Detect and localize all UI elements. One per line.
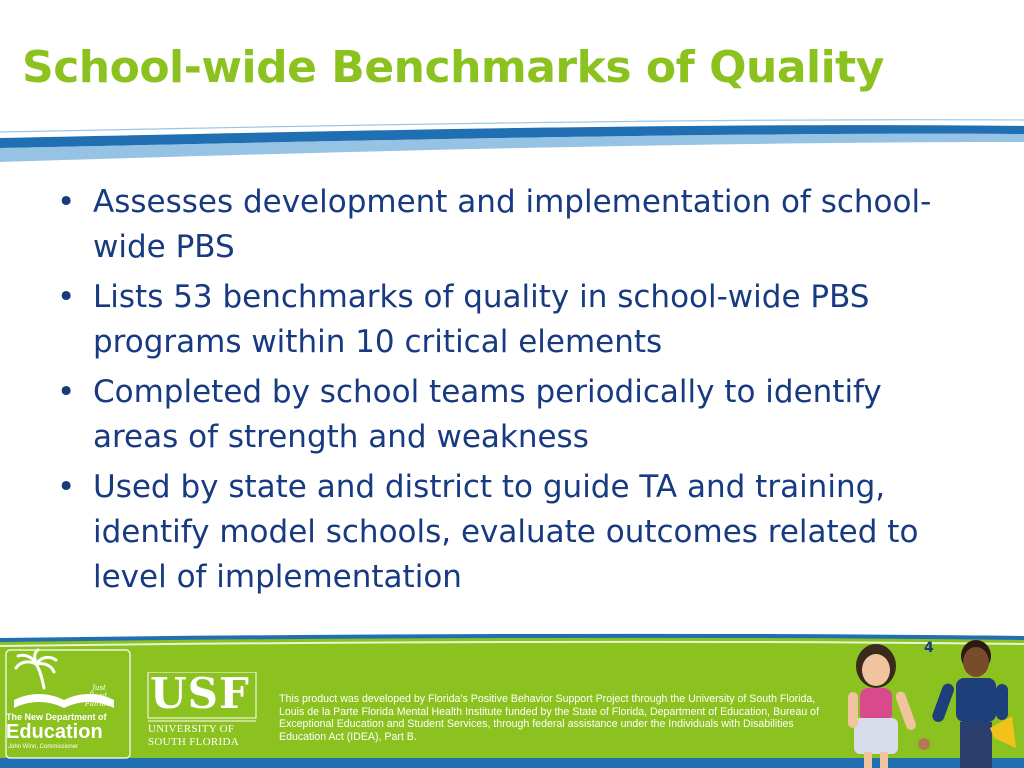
usf-logo-mark: USF [150, 669, 250, 718]
bullet-item [55, 275, 970, 365]
bullet-item [55, 465, 970, 600]
usf-name-line2: SOUTH FLORIDA [148, 736, 239, 748]
doe-logo-line2: Education [6, 721, 103, 743]
tagline-line: Just [92, 684, 106, 692]
slide-title: School-wide Benchmarks of Quality [22, 42, 884, 93]
bullet-item [55, 180, 970, 270]
tagline-line: Florida! [84, 700, 114, 708]
doe-tagline [74, 684, 124, 708]
bullet-text: Assesses development and implementation of school-wide PBS [93, 184, 932, 265]
header-swoosh [0, 112, 1024, 172]
children-illustration [840, 640, 1024, 768]
bullet-icon: • [57, 469, 76, 505]
bullet-list [55, 180, 970, 605]
funding-disclaimer: This product was developed by Florida’s Positive Behavior Support Project through the University of South Florida, Louis de la Parte Florida Mental Health Institute funded by the State of Florida, Department of Education, Bureau of Exceptional Education and Student Services, through federal assistance under the Individuals with Disabilities Education Act (IDEA), Part B. [279, 693, 820, 743]
bullet-icon: • [57, 374, 76, 410]
doe-logo-line3: John Winn, Commissioner [8, 744, 79, 750]
doe-logo-line1: The New Department of [6, 712, 107, 722]
palm-tree-icon [16, 650, 56, 688]
page-number: 4 [924, 640, 934, 656]
bullet-item [55, 370, 970, 460]
usf-name-line1: UNIVERSITY OF [148, 723, 235, 735]
megaphone-icon [990, 716, 1016, 748]
bullet-text: Completed by school teams periodically to identify areas of strength and weakness [93, 374, 882, 455]
bullet-text: Lists 53 benchmarks of quality in school-wide PBS programs within 10 critical elements [93, 279, 870, 360]
bullet-text: Used by state and district to guide TA and training, identify model schools, evaluate outcomes related to level of implementation [93, 469, 919, 595]
tagline-line: Read, [88, 692, 110, 700]
bullet-icon: • [57, 279, 76, 315]
bullet-icon: • [57, 184, 76, 220]
